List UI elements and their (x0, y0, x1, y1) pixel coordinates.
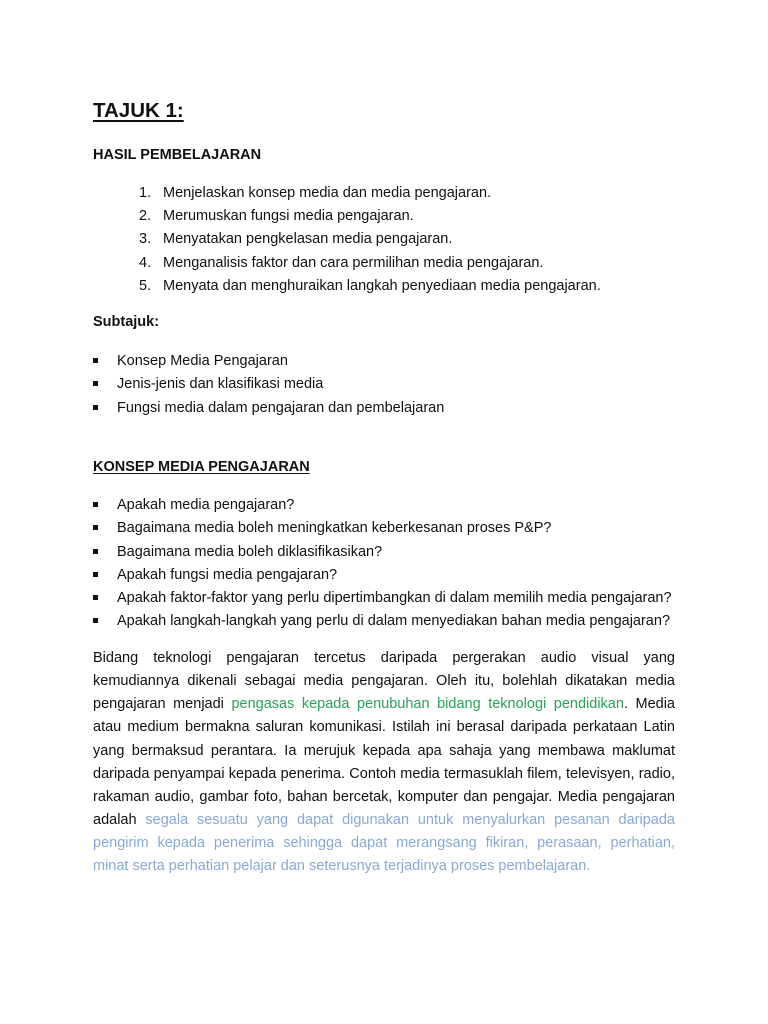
item-text: Menjelaskan konsep media dan media pengajaran. (163, 185, 492, 201)
item-text: Fungsi media dalam pengajaran dan pembelajaran (117, 399, 445, 416)
item-number: 5. (139, 277, 152, 294)
subtopics-list (93, 352, 444, 422)
item-text: Menyatakan pengkelasan media pengajaran. (163, 231, 453, 248)
green-highlight-text: pengasas kepada penubuhan bidang teknologi pendidikan (231, 696, 624, 713)
item-text: Jenis-jenis dan klasifikasi media (117, 376, 324, 393)
square-bullet-icon (93, 502, 98, 507)
item-number: 3. (139, 231, 152, 248)
item-text: Menganalisis faktor dan cara permilihan media pengajaran. (163, 254, 544, 271)
concept-heading: KONSEP MEDIA PENGAJARAN (93, 459, 310, 475)
learning-outcomes-list (139, 184, 601, 300)
square-bullet-icon (93, 595, 98, 600)
list-item (93, 352, 444, 375)
body-paragraph (93, 647, 675, 879)
learning-outcomes-heading: HASIL PEMBELAJARAN (93, 147, 262, 163)
subtopics-heading: Subtajuk: (93, 314, 160, 330)
list-item (93, 399, 444, 422)
square-bullet-icon (93, 549, 98, 554)
list-item (139, 207, 601, 230)
item-number: 1. (139, 185, 152, 201)
item-text: Apakah faktor-faktor yang perlu dipertimbangkan di dalam memilih media pengajaran? (117, 590, 672, 607)
item-number: 4. (139, 254, 152, 271)
list-item (139, 184, 601, 207)
square-bullet-icon (93, 381, 98, 386)
item-text: Bagaimana media boleh meningkatkan keberkesanan proses P&P? (117, 520, 552, 537)
item-text: Apakah fungsi media pengajaran? (117, 566, 338, 583)
item-text: Menyata dan menghuraikan langkah penyediaan media pengajaran. (163, 277, 601, 294)
list-item (93, 612, 672, 635)
concept-questions-list (93, 496, 672, 636)
paragraph-text: . Media atau medium bermakna saluran komunikasi. Istilah ini berasal daripada perkataan Latin yang bermaksud perantara. Ia merujuk kepada apa sahaja yang membawa maklumat daripada penyampai kepada penerima. Contoh media termasuklah filem, televisyen, radio, rakaman audio, gambar foto, bahan bercetak, komputer dan pengajar. Media pengajaran adalah (93, 696, 675, 829)
list-item (93, 589, 672, 612)
blue-highlight-text: segala sesuatu yang dapat digunakan untuk menyalurkan pesanan daripada pengirim kepada penerima sehingga dapat merangsang fikiran, perasaan, perhatian, minat serta perhatian pelajar dan seterusnya terjadinya proses pembelajaran. (93, 812, 675, 875)
item-text: Merumuskan fungsi media pengajaran. (163, 208, 414, 225)
item-number: 2. (139, 208, 152, 225)
list-item (139, 277, 601, 300)
square-bullet-icon (93, 572, 98, 577)
item-text: Bagaimana media boleh diklasifikasikan? (117, 543, 383, 560)
paragraph-text: Bidang teknologi pengajaran tercetus daripada pergerakan audio visual yang kemudiannya dikenali sebagai media pengajaran. Oleh itu, bolehlah dikatakan media pengajaran menjadi (93, 650, 675, 713)
list-item (93, 566, 672, 589)
list-item (139, 230, 601, 253)
list-item (93, 543, 672, 566)
square-bullet-icon (93, 525, 98, 530)
page-title: TAJUK 1: (93, 99, 184, 122)
list-item (93, 519, 672, 542)
square-bullet-icon (93, 618, 98, 623)
square-bullet-icon (93, 358, 98, 363)
list-item (93, 496, 672, 519)
item-text: Apakah langkah-langkah yang perlu di dalam menyediakan bahan media pengajaran? (117, 613, 671, 630)
item-text: Konsep Media Pengajaran (117, 353, 288, 369)
list-item (139, 254, 601, 277)
item-text: Apakah media pengajaran? (117, 497, 295, 513)
list-item (93, 375, 444, 398)
square-bullet-icon (93, 405, 98, 410)
